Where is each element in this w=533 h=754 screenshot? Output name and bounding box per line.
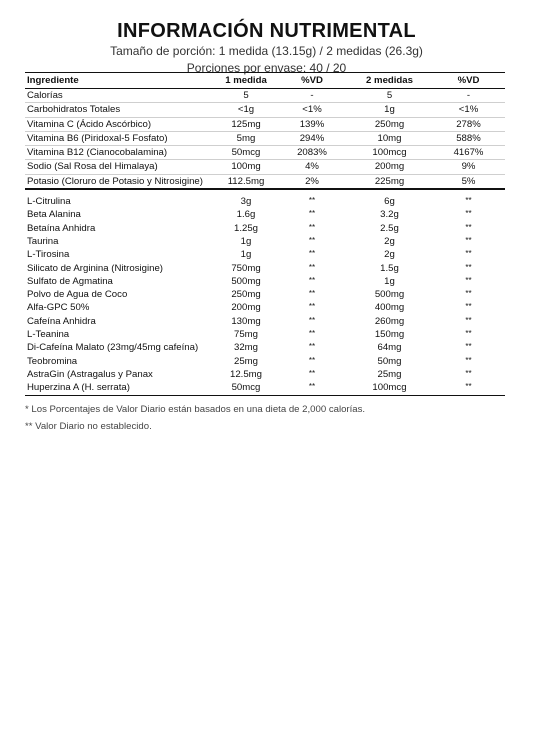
amount-one-scoop: 5mg bbox=[236, 132, 256, 144]
amount-one-scoop: 3g bbox=[240, 196, 252, 208]
table-row bbox=[25, 131, 505, 145]
table-row bbox=[25, 89, 505, 103]
amount-two-scoops: 2g bbox=[384, 249, 395, 261]
amount-two-scoops: 6g bbox=[384, 196, 395, 208]
dv-one-scoop: ** bbox=[308, 209, 316, 219]
amount-two-scoops: 260mg bbox=[374, 315, 405, 327]
footnote-not-established: ** Valor Diario no establecido. bbox=[25, 421, 152, 432]
amount-one-scoop: 125mg bbox=[231, 118, 261, 130]
table-row bbox=[25, 117, 505, 131]
ingredient-name: Beta Alanina bbox=[27, 209, 81, 221]
ingredient-name: Sodio (Sal Rosa del Himalaya) bbox=[27, 161, 158, 173]
amount-two-scoops: 200mg bbox=[374, 161, 405, 173]
dv-one-scoop: ** bbox=[308, 262, 316, 272]
dv-one-scoop: <1% bbox=[302, 104, 322, 116]
amount-one-scoop: 12.5mg bbox=[230, 368, 262, 380]
amount-one-scoop: 1.6g bbox=[236, 209, 256, 221]
ingredient-name: AstraGin (Astragalus y Panax bbox=[27, 368, 153, 380]
column-header-dv-two: %VD bbox=[457, 75, 480, 86]
dv-one-scoop: ** bbox=[308, 329, 316, 339]
table-row bbox=[25, 301, 505, 314]
amount-two-scoops: 250mg bbox=[374, 118, 405, 130]
ingredient-name: Carbohidratos Totales bbox=[27, 104, 121, 116]
dv-one-scoop: 139% bbox=[299, 118, 325, 130]
dv-two-scoops: ** bbox=[465, 275, 472, 285]
table-row bbox=[25, 275, 505, 288]
table-row bbox=[25, 160, 505, 174]
column-header-ingredient: Ingrediente bbox=[27, 75, 79, 86]
dv-two-scoops: 5% bbox=[461, 175, 476, 187]
amount-two-scoops: 100mcg bbox=[372, 382, 407, 394]
dv-two-scoops: ** bbox=[465, 302, 472, 312]
amount-two-scoops: 50mg bbox=[377, 355, 402, 367]
ingredient-name: L-Teanina bbox=[27, 329, 70, 341]
dv-two-scoops: ** bbox=[465, 329, 472, 339]
table-row bbox=[25, 208, 505, 221]
amount-two-scoops: 5 bbox=[386, 90, 393, 101]
amount-one-scoop: 200mg bbox=[231, 302, 261, 314]
dv-two-scoops: ** bbox=[465, 382, 472, 392]
table-row bbox=[25, 355, 505, 368]
ingredient-name: Silicato de Arginina (Nitrosigine) bbox=[27, 262, 163, 274]
amount-two-scoops: 10mg bbox=[377, 132, 402, 144]
dv-one-scoop: 2% bbox=[305, 175, 319, 187]
table-row bbox=[25, 146, 505, 160]
table-row bbox=[25, 248, 505, 261]
ingredient-name: Di-Cafeína Malato (23mg/45mg cafeína) bbox=[27, 342, 199, 354]
dv-two-scoops: 9% bbox=[461, 161, 476, 173]
amount-one-scoop: 250mg bbox=[231, 289, 261, 301]
amount-one-scoop: 130mg bbox=[231, 315, 261, 327]
nutrition-table bbox=[25, 72, 505, 396]
dv-one-scoop: ** bbox=[308, 382, 316, 392]
dv-two-scoops: ** bbox=[465, 355, 472, 365]
amount-two-scoops: 2g bbox=[384, 235, 395, 247]
table-row bbox=[25, 288, 505, 301]
amount-two-scoops: 3.2g bbox=[380, 209, 399, 221]
amount-two-scoops: 500mg bbox=[374, 289, 405, 301]
footnotes bbox=[25, 404, 365, 438]
ingredients-group bbox=[25, 189, 505, 395]
amount-one-scoop: 1g bbox=[240, 249, 252, 261]
dv-one-scoop: ** bbox=[308, 249, 316, 259]
dv-two-scoops: 4167% bbox=[453, 147, 484, 159]
dv-one-scoop: 294% bbox=[299, 132, 325, 144]
ingredient-name: Betaína Anhidra bbox=[27, 222, 96, 234]
amount-one-scoop: 750mg bbox=[231, 262, 261, 274]
dv-one-scoop: ** bbox=[308, 222, 316, 232]
amount-one-scoop: 50mcg bbox=[231, 147, 261, 159]
amount-one-scoop: 5 bbox=[243, 90, 249, 101]
amount-two-scoops: 1g bbox=[384, 275, 395, 287]
table-row bbox=[25, 222, 505, 235]
ingredient-name: Vitamina B6 (Piridoxal-5 Fosfato) bbox=[27, 132, 168, 144]
amount-one-scoop: 1.25g bbox=[233, 222, 258, 234]
amount-two-scoops: 25mg bbox=[377, 368, 402, 380]
amount-two-scoops: 400mg bbox=[374, 302, 405, 314]
column-header-one-scoop: 1 medida bbox=[225, 75, 267, 86]
table-row bbox=[25, 103, 505, 117]
dv-two-scoops: ** bbox=[465, 342, 472, 352]
table-row bbox=[25, 315, 505, 328]
amount-one-scoop: 1g bbox=[240, 235, 252, 247]
table-row bbox=[25, 368, 505, 381]
amount-two-scoops: 1.5g bbox=[380, 262, 399, 274]
dv-two-scoops: ** bbox=[465, 289, 472, 299]
dv-one-scoop: 2083% bbox=[297, 147, 327, 159]
dv-two-scoops: ** bbox=[465, 249, 472, 259]
amount-one-scoop: <1g bbox=[237, 104, 255, 116]
dv-one-scoop: ** bbox=[308, 235, 316, 245]
table-row bbox=[25, 381, 505, 395]
ingredient-name: L-Citrulina bbox=[27, 196, 71, 208]
amount-one-scoop: 112.5mg bbox=[227, 175, 265, 187]
nutrition-table-container bbox=[25, 72, 505, 396]
ingredient-name: Vitamina C (Ácido Ascórbico) bbox=[27, 118, 152, 130]
ingredient-name: Teobromina bbox=[27, 355, 78, 367]
amount-one-scoop: 32mg bbox=[234, 342, 258, 354]
dv-one-scoop: 4% bbox=[305, 161, 319, 173]
column-header-dv-one: %VD bbox=[301, 75, 323, 86]
dv-one-scoop: ** bbox=[308, 275, 316, 285]
amount-two-scoops: 64mg bbox=[377, 342, 402, 354]
amount-one-scoop: 25mg bbox=[234, 355, 258, 367]
amount-two-scoops: 2.5g bbox=[380, 222, 399, 234]
serving-size: Tamaño de porción: 1 medida (13.15g) / 2 medidas (26.3g) bbox=[110, 44, 423, 58]
dv-two-scoops: ** bbox=[465, 196, 472, 206]
dv-two-scoops: 278% bbox=[456, 118, 481, 130]
dv-two-scoops: - bbox=[466, 90, 471, 101]
dv-two-scoops: <1% bbox=[458, 104, 479, 116]
page-title: INFORMACIÓN NUTRIMENTAL bbox=[117, 20, 416, 42]
dv-two-scoops: ** bbox=[465, 262, 472, 272]
ingredient-name: Sulfato de Agmatina bbox=[27, 275, 113, 287]
nutrients-group bbox=[25, 89, 505, 190]
amount-one-scoop: 75mg bbox=[234, 329, 258, 341]
dv-two-scoops: ** bbox=[465, 235, 472, 245]
table-row bbox=[25, 174, 505, 189]
dv-two-scoops: 588% bbox=[456, 132, 481, 144]
amount-one-scoop: 500mg bbox=[231, 275, 261, 287]
ingredient-name: Vitamina B12 (Cianocobalamina) bbox=[27, 147, 168, 159]
dv-two-scoops: ** bbox=[465, 315, 472, 325]
footnote-daily-value: * Los Porcentajes de Valor Diario están basados en una dieta de 2,000 calorías. bbox=[25, 404, 366, 415]
ingredient-name: Polvo de Agua de Coco bbox=[27, 289, 128, 301]
table-row bbox=[25, 189, 505, 208]
table-row bbox=[25, 262, 505, 275]
table-row bbox=[25, 341, 505, 354]
amount-one-scoop: 100mg bbox=[231, 161, 261, 173]
ingredient-name: Potasio (Cloruro de Potasio y Nitrosigine) bbox=[27, 175, 203, 187]
ingredient-name: Taurina bbox=[27, 235, 59, 247]
servings-per-container: Porciones por envase: 40 / 20 bbox=[186, 61, 347, 75]
ingredient-name: L-Tirosina bbox=[27, 249, 70, 261]
dv-one-scoop: ** bbox=[308, 315, 316, 325]
amount-two-scoops: 1g bbox=[384, 104, 395, 116]
dv-one-scoop: ** bbox=[308, 302, 316, 312]
dv-one-scoop: ** bbox=[308, 289, 316, 299]
table-row bbox=[25, 235, 505, 248]
dv-two-scoops: ** bbox=[465, 222, 472, 232]
dv-one-scoop: ** bbox=[308, 355, 316, 365]
ingredient-name: Calorías bbox=[27, 90, 63, 101]
dv-one-scoop: ** bbox=[308, 342, 316, 352]
amount-two-scoops: 100mcg bbox=[372, 147, 407, 159]
dv-two-scoops: ** bbox=[465, 368, 472, 378]
amount-two-scoops: 150mg bbox=[374, 329, 405, 341]
amount-two-scoops: 225mg bbox=[374, 175, 405, 187]
amount-one-scoop: 50mcg bbox=[231, 382, 261, 394]
dv-one-scoop: - bbox=[310, 90, 314, 101]
column-header-two-scoops: 2 medidas bbox=[366, 75, 413, 86]
dv-one-scoop: ** bbox=[308, 196, 316, 206]
ingredient-name: Alfa-GPC 50% bbox=[27, 302, 90, 314]
table-row bbox=[25, 328, 505, 341]
ingredient-name: Huperzina A (H. serrata) bbox=[27, 382, 130, 394]
dv-one-scoop: ** bbox=[308, 368, 316, 378]
ingredient-name: Cafeína Anhidra bbox=[27, 315, 96, 327]
dv-two-scoops: ** bbox=[465, 209, 472, 219]
table-header-row bbox=[25, 73, 505, 89]
